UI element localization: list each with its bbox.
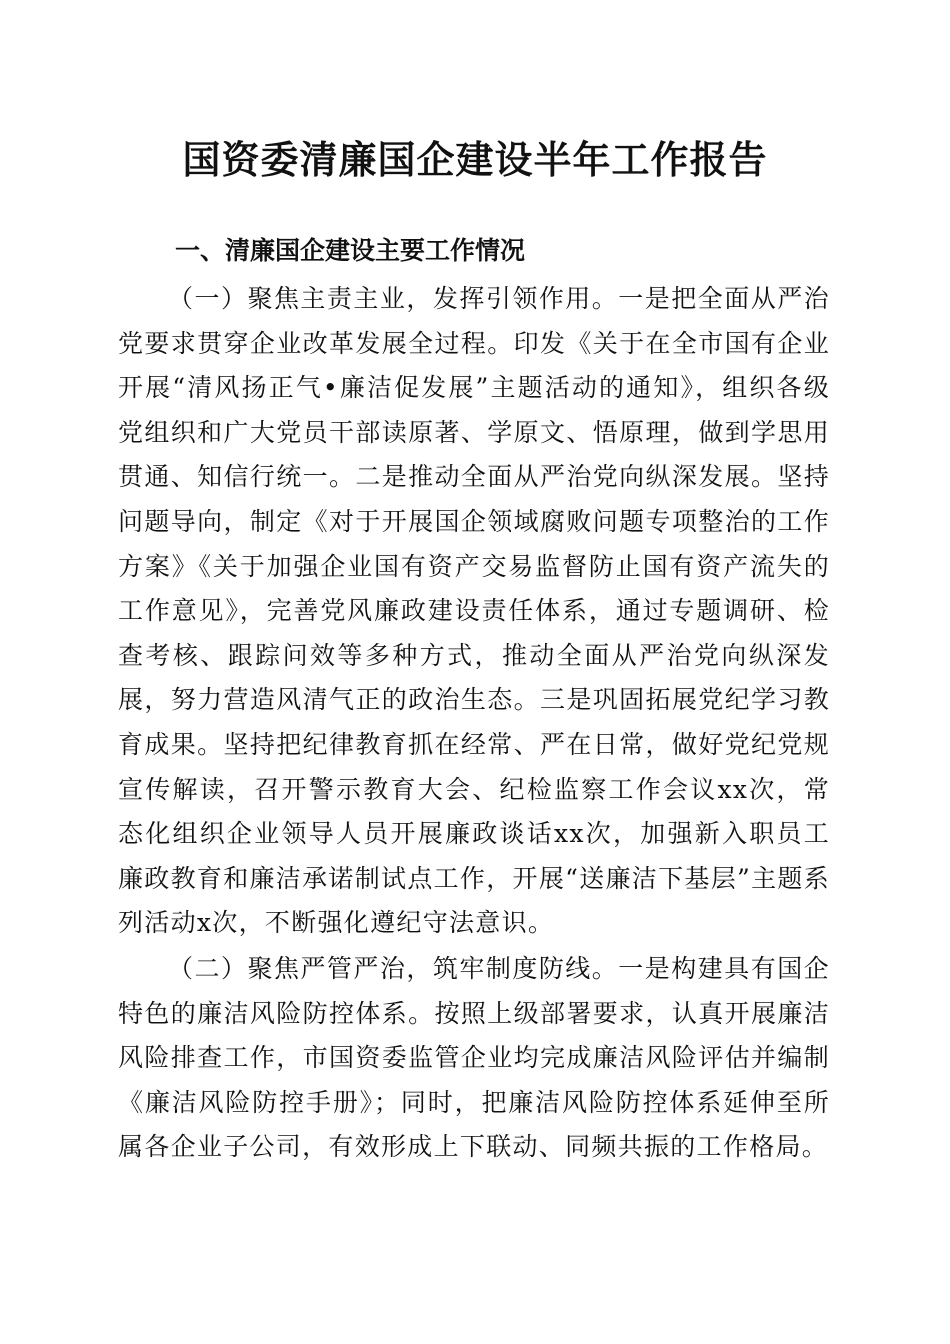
document-title: 国资委清廉国企建设半年工作报告 (182, 137, 768, 182)
paragraph-1: （一）聚焦主责主业，发挥引领作用。一是把全面从严治党要求贯穿企业改革发展全过程。印发《关于在全市国有企业开展“清风扬正气•廉洁促发展”主题活动的通知》，组织各级党组织和广大党员干部读原著、学原文、悟原理，做到学思用贯通、知信行统一。二是推动全面从严治党向纵深发展。坚持问题导向，制定《对于开展国企领域腐败问题专项整治的工作方案》《关于加强企业国有资产交易监督防止国有资产流失的工作意见》，完善党风廉政建设责任体系，通过专题调研、检查考核、跟踪问效等多种方式，推动全面从严治党向纵深发展，努力营造风清气正的政治生态。三是巩固拓展党纪学习教育成果。坚持把纪律教育抓在经常、严在日常，做好党纪党规宣传解读，召开警示教育大会、纪检监察工作会议xx次，常态化组织企业领导人员开展廉政谈话xx次，加强新入职员工廉政教育和廉洁承诺制试点工作，开展“送廉洁下基层”主题系列活动x次，不断强化遵纪守法意识。 (118, 284, 830, 938)
paragraph-2: （二）聚焦严管严治，筑牢制度防线。一是构建具有国企特色的廉洁风险防控体系。按照上级部署要求，认真开展廉洁风险排查工作，市国资委监管企业均完成廉洁风险评估并编制《廉洁风险防控手册》；同时，把廉洁风险防控体系延伸至所属各企业子公司，有效形成上下联动、同频共振的工作格局。 (118, 954, 830, 1162)
section-heading: 一、清廉国企建设主要工作情况 (175, 236, 526, 265)
